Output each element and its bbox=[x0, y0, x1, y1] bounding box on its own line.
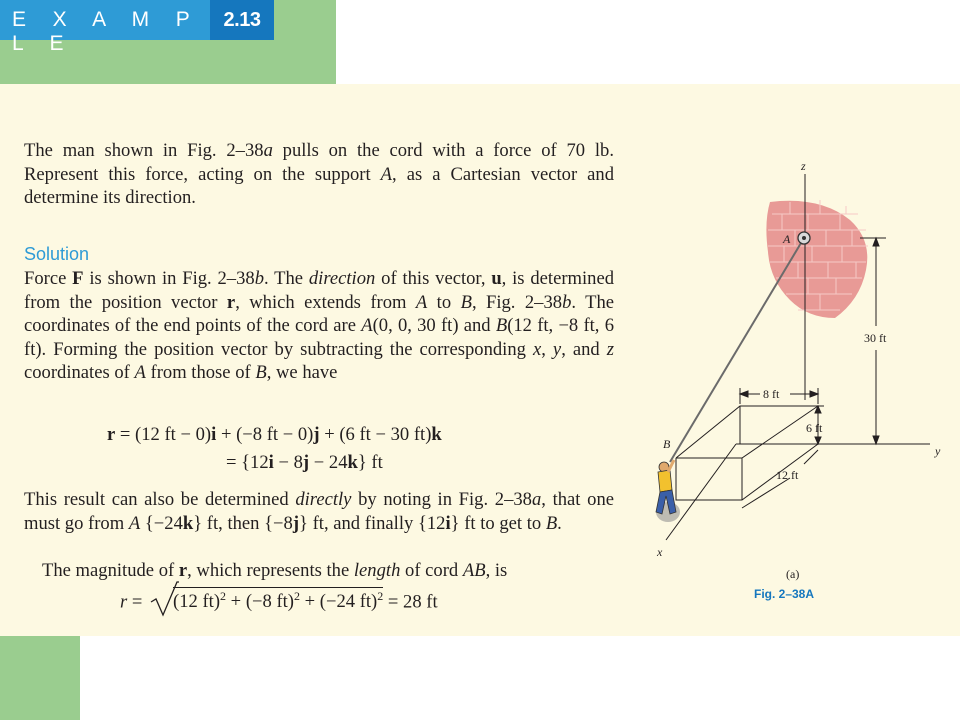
equation-r-line2: = {12i − 8j − 24k} ft bbox=[226, 452, 383, 473]
subfigure-label: (a) bbox=[786, 567, 800, 581]
x-label: x bbox=[657, 545, 663, 559]
brick-wall bbox=[766, 200, 868, 318]
box-outline bbox=[676, 406, 818, 500]
magnitude-text: The magnitude of r, which represents the length of cord AB, is bbox=[42, 560, 508, 581]
cord-ab bbox=[670, 238, 804, 462]
point-b-label: B bbox=[663, 437, 671, 451]
height-label: 30 ft bbox=[864, 331, 887, 345]
direct-text: This result can also be determined directly by noting in Fig. 2–38a, that one must go from A {−24k} ft, then {−8j} ft, and finally {12i} ft to get to B. bbox=[24, 489, 614, 534]
solution-heading: Solution bbox=[24, 244, 90, 264]
point-a-label: A bbox=[783, 232, 791, 246]
y-label: y bbox=[935, 444, 941, 458]
example-number: 2.13 bbox=[210, 0, 274, 40]
length-label: 12 ft bbox=[776, 468, 799, 482]
banner-word: E X A M P L E bbox=[12, 8, 200, 55]
z-label: z bbox=[801, 159, 806, 173]
problem-text: The man shown in Fig. 2–38a pulls on the cord with a force of 70 lb. Represent this force, acting on the support A, as a Cartesian vector and determine its direction. bbox=[24, 140, 615, 208]
equation-r-line1: r = (12 ft − 0)i + (−8 ft − 0)j + (6 ft − 30 ft)k bbox=[107, 424, 442, 445]
depth-label: 6 ft bbox=[806, 421, 823, 435]
solution-text: Force F is shown in Fig. 2–38b. The direction of this vector, u, is determined from the position vector r, which extends from A to B, Fig. 2–38b. The coordinates of the end points of the cord are A(0, 0, 30 ft) and B(12 ft, −8 ft, 6 ft). Forming the position vector by subtracting the corresponding x, y, and z coordinates of A from those of B, we have bbox=[24, 268, 615, 383]
width-label: 8 ft bbox=[763, 387, 780, 401]
figure-caption: Fig. 2–38A bbox=[754, 587, 815, 601]
magnitude-equation: r = (12 ft)$^2$ + (−8 ft)$^2$ + (−24 ft)$^2$ = 28 ft bbox=[120, 588, 438, 618]
